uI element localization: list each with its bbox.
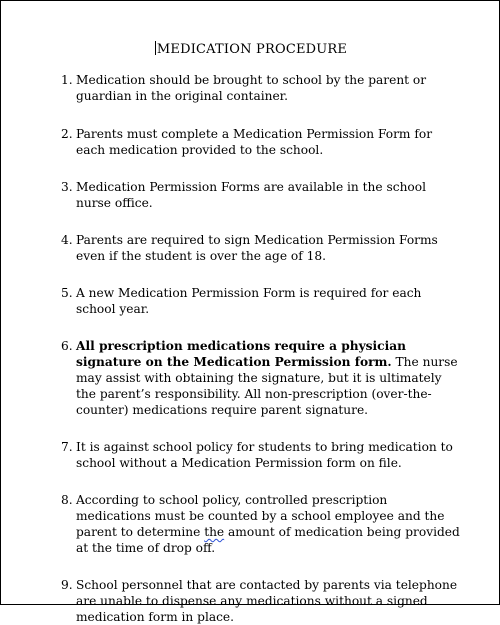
- item-text: A new Medication Permission Form is required for each school year.: [76, 286, 422, 316]
- item-text: Parents must complete a Medication Permission Form for each medication provided to the school.: [76, 127, 433, 157]
- item-text: Medication Permission Forms are available in the school nurse office.: [76, 180, 426, 210]
- list-item: [61, 72, 461, 104]
- list-item: [61, 285, 461, 317]
- item-number: 3.: [61, 180, 73, 194]
- item-number: 5.: [61, 286, 73, 300]
- list-item: [61, 179, 461, 211]
- item-number: 7.: [61, 440, 73, 454]
- list-item: [61, 492, 461, 556]
- item-number: 8.: [61, 493, 73, 507]
- item-text: Medication should be brought to school by the parent or guardian in the original container.: [76, 73, 427, 103]
- item-number: 4.: [61, 233, 73, 247]
- item-text: According to school policy, controlled prescription medications must be counted by a school employee and the parent to determine: [76, 493, 445, 539]
- item-number: 2.: [61, 127, 73, 141]
- item-text: Parents are required to sign Medication Permission Forms even if the student is over the age of 18.: [76, 233, 438, 263]
- list-item: [61, 126, 461, 158]
- list-item: [61, 232, 461, 264]
- item-number: 1.: [61, 73, 73, 87]
- item-text: School personnel that are contacted by parents via telephone are unable to dispense any medications without a signed medication form in place.: [76, 578, 458, 624]
- text-cursor: [155, 41, 156, 55]
- item-number: 9.: [61, 578, 73, 592]
- spellcheck-flagged-word[interactable]: the: [204, 525, 225, 539]
- item-text-end: amount of medication being provided at the time of drop off.: [76, 525, 460, 555]
- item-text: It is against school policy for students to bring medication to school without a Medication Permission form on file.: [76, 440, 453, 470]
- title-text: MEDICATION PROCEDURE: [156, 42, 348, 57]
- procedure-list: [61, 72, 461, 625]
- item-text: The nurse may assist with obtaining the signature, but it is ultimately the parent’s responsibility. All non-prescription (over-the-counter) medications require parent signature.: [76, 355, 458, 417]
- list-item: [61, 439, 461, 471]
- list-item: [61, 577, 461, 625]
- item-number: 6.: [61, 339, 73, 353]
- document-title: [1, 41, 500, 57]
- item-bold-text: All prescription medications require a physician signature on the Medication Permission form.: [76, 339, 406, 369]
- list-item: [61, 338, 461, 418]
